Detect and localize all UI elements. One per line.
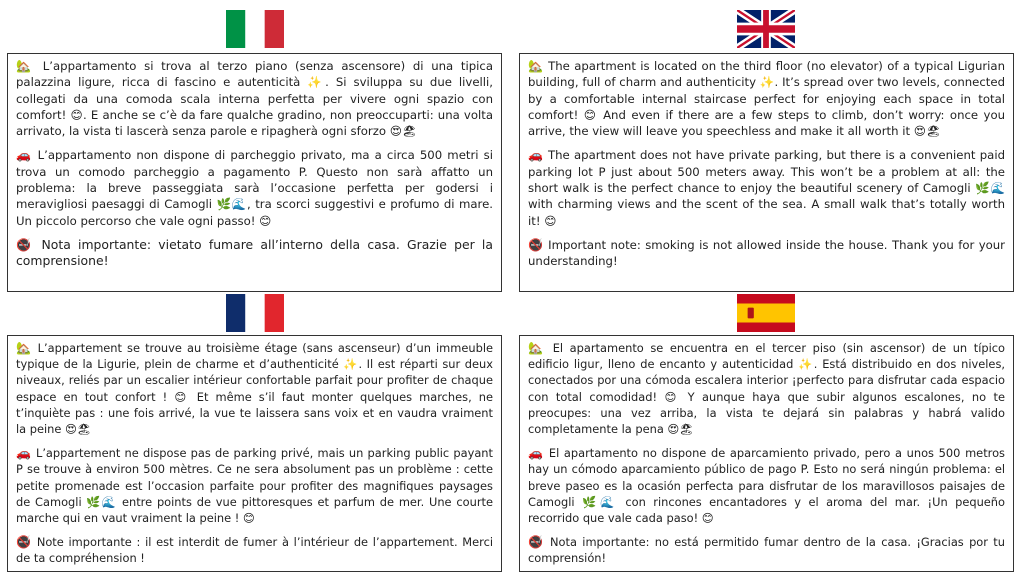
spanish-parking-paragraph: 🚗 El apartamento no dispone de aparcamiento privado, pero a unos 500 metros hay un cómodo aparcamiento público de pago P. Esto no será ningún problema: el breve paseo es la ocasión perfecta para disfrutar de los maravillosos paisajes de Camogli 🌿🌊 con rincones encantadores y el aroma del mar. ¡Un pequeño recorrido que vale cada paso! 😊 bbox=[528, 446, 1005, 526]
french-flag bbox=[226, 294, 284, 332]
french-building-paragraph: 🏡 L’appartement se trouve au troisième étage (sans ascenseur) d’un immeuble typique de la Ligurie, plein de charme et d’authenticité ✨. Il est réparti sur deux niveaux, reliés par un escalier intérieur confortable parfait pour profiter de chaque espace en tout confort ! 😊 Et même s’il faut monter quelques marches, ne t’inquiète pas : une fois arrivé, la vue te laissera sans voix et en vaudra vraiment la peine 😍🏖 bbox=[16, 341, 493, 437]
no-smoking-icon: 🚭 bbox=[528, 535, 545, 550]
house-icon: 🏡 bbox=[528, 59, 549, 73]
spanish-smoking-note: 🚭 Nota importante: no está permitido fumar dentro de la casa. ¡Gracias por tu comprensión! bbox=[528, 535, 1005, 566]
house-icon: 🏡 bbox=[528, 341, 553, 355]
union-jack-flag bbox=[737, 10, 795, 48]
french-description-box bbox=[7, 335, 502, 572]
italian-description-box bbox=[7, 53, 502, 292]
no-smoking-icon: 🚭 bbox=[16, 535, 33, 550]
no-smoking-icon: 🚭 bbox=[528, 237, 544, 252]
english-parking-paragraph: 🚗 The apartment does not have private parking, but there is a convenient paid parking lot P just about 500 meters away. This won’t be a problem at all: the short walk is the perfect chance to enjoy the beautiful scenery of Camogli 🌿🌊 with charming views and the scent of the sea. A small walk that’s totally worth it! 😊 bbox=[528, 148, 1005, 228]
english-smoking-note: 🚭 Important note: smoking is not allowed inside the house. Thank you for your understanding! bbox=[528, 237, 1005, 269]
english-building-paragraph: 🏡 The apartment is located on the third floor (no elevator) of a typical Ligurian building, full of charm and authenticity ✨. It’s spread over two levels, connected by a comfortable internal staircase perfect for enjoying each space in total comfort! 😊 And even if there are a few steps to climb, don’t worry: once you arrive, the view will leave you speechless and make it all worth it 😍🏖 bbox=[528, 59, 1005, 139]
italian-building-paragraph: 🏡 L’appartamento si trova al terzo piano (senza ascensore) di una tipica palazzina ligure, ricca di fascino e autenticità ✨. Si sviluppa su due livelli, collegati da una comoda scala interna perfetta per vivere ogni spazio con comfort! 😊. E anche se c’è da fare qualche gradino, non preoccuparti: una volta arrivato, la vista ti lascerà senza parole e ripagherà ogni sforzo 😍🏖 bbox=[16, 59, 493, 139]
spanish-flag bbox=[737, 294, 795, 332]
car-icon: 🚗 bbox=[528, 148, 548, 163]
spanish-building-paragraph: 🏡 El apartamento se encuentra en el tercer piso (sin ascensor) de un típico edificio ligur, lleno de encanto y autenticidad ✨. Está distribuido en dos niveles, conectados por una cómoda escalera interior ¡perfecto para disfrutar cada espacio con total comodidad! 😊 Y aunque haya que subir algunos escalones, no te preocupes: una vez arriba, la vista te dejará sin palabras y habrá valido completamente la pena 😍🏖 bbox=[528, 341, 1005, 437]
italian-smoking-note: 🚭 Nota importante: vietato fumare all’interno della casa. Grazie per la comprensione! bbox=[16, 236, 493, 269]
house-icon: 🏡 bbox=[16, 59, 43, 73]
car-icon: 🚗 bbox=[16, 446, 36, 461]
english-description-box bbox=[519, 53, 1014, 292]
house-icon: 🏡 bbox=[16, 341, 38, 355]
french-smoking-note: 🚭 Note importante : il est interdit de fumer à l’intérieur de l’appartement. Merci de ta compréhension ! bbox=[16, 535, 493, 566]
italian-parking-paragraph: 🚗 L’appartamento non dispone di parcheggio privato, ma a circa 500 metri si trova un comodo parcheggio a pagamento P. Questo non sarà affatto un problema: la breve passeggiata sarà l’occasione perfetta per godersi i meravigliosi paesaggi di Camogli 🌿🌊, tra scorci suggestivi e profumo di mare. Un piccolo percorso che vale ogni passo! 😊 bbox=[16, 148, 493, 228]
italian-flag bbox=[226, 10, 284, 48]
french-parking-paragraph: 🚗 L’appartement ne dispose pas de parking privé, mais un parking public payant P se trouve à environ 500 mètres. Ce ne sera absolument pas un problème : cette petite promenade est l’occasion parfaite pour profiter des magnifiques paysages de Camogli 🌿🌊 entre points de vue pittoresques et parfum de mer. Une courte marche qui en vaut vraiment la peine ! 😊 bbox=[16, 446, 493, 526]
no-smoking-icon: 🚭 bbox=[16, 237, 35, 252]
car-icon: 🚗 bbox=[16, 148, 38, 163]
car-icon: 🚗 bbox=[528, 446, 549, 461]
spanish-description-box bbox=[519, 335, 1014, 572]
